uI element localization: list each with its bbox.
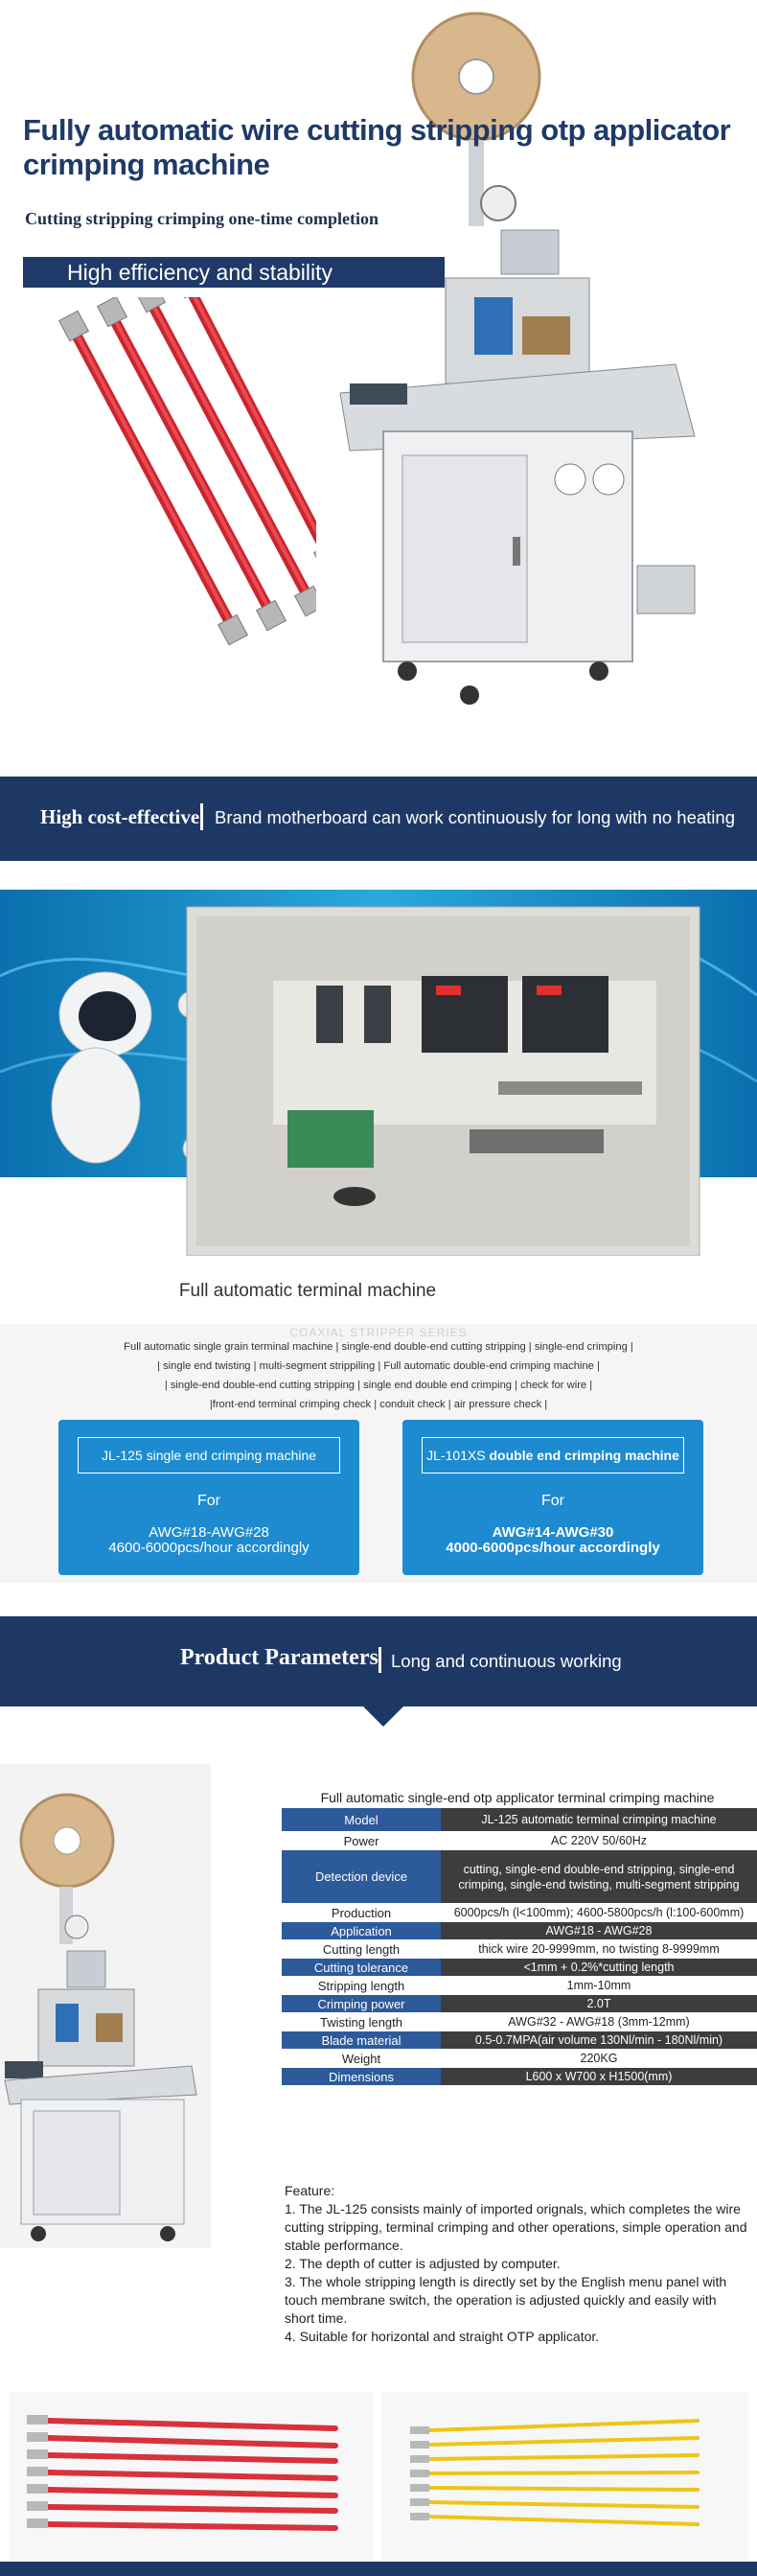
features-heading: Feature: (285, 2183, 335, 2198)
model-card-name-suffix: double end crimping machine (489, 1448, 679, 1463)
model-card-name-prefix: JL-101XS (426, 1448, 486, 1463)
hero-band: High efficiency and stability (23, 257, 445, 288)
banner-divider (200, 803, 203, 830)
spec-key: Model (282, 1808, 441, 1831)
feature-item: 3. The whole stripping length is directly set by the English menu panel with touch membrane switch, the operation is adjusted quickly and easily with short time. (285, 2274, 727, 2326)
model-card-name: JL-125 single end crimping machine (78, 1437, 340, 1474)
spec-key: Application (282, 1922, 441, 1939)
cost-banner-lead: High cost-effective (40, 805, 200, 828)
spec-value: 6000pcs/h (l<100mm); 4600-5800pcs/h (l:100-600mm) (441, 1904, 757, 1921)
feature-item: 2. The depth of cutter is adjusted by computer. (285, 2256, 561, 2271)
spec-value: thick wire 20-9999mm, no twisting 8-9999mm (441, 1940, 757, 1958)
spec-value: 220KG (441, 2050, 757, 2067)
control-board-section (0, 861, 757, 1256)
hero-subtitle: Cutting stripping crimping one-time completion (25, 209, 378, 228)
params-banner (0, 1616, 757, 1706)
spec-value: L600 x W700 x H1500(mm) (441, 2068, 757, 2085)
spec-value: cutting, single-end double-end stripping, single-end crimping, single-end twisting, multi-segment stripping (441, 1850, 757, 1903)
spec-row (282, 2013, 757, 2031)
control-board-image (0, 861, 757, 1256)
model-card-rate: 4600-6000pcs/hour accordingly (108, 1540, 310, 1556)
down-arrow-icon (362, 1706, 404, 1727)
spec-row (282, 1850, 757, 1904)
spec-key: Blade material (282, 2031, 441, 2049)
spec-row (282, 2068, 757, 2086)
series-line: | single end twisting | multi-segment strippiling | Full automatic double-end crimping machine | (157, 1360, 600, 1372)
spec-row (282, 2031, 757, 2050)
spec-row (282, 1995, 757, 2013)
hero-title: Fully automatic wire cutting stripping otp applicator crimping machine (23, 113, 731, 181)
spec-key: Weight (282, 2050, 441, 2067)
spec-key: Stripping length (282, 1977, 441, 1994)
spec-row (282, 1832, 757, 1850)
feature-item: 1. The JL-125 consists mainly of imported orignals, which completes the wire cutting stripping, terminal crimping and other operations, simple operation and stable performance. (285, 2201, 747, 2253)
model-card-awg: AWG#14-AWG#30 (492, 1524, 614, 1541)
spec-value: 0.5-0.7MPA(air volume 130Nl/min - 180Nl/min) (441, 2031, 757, 2049)
cost-banner (0, 777, 757, 861)
yellow-wire-sample-image (381, 2392, 747, 2560)
spec-value: <1mm + 0.2%*cutting length (441, 1959, 757, 1976)
spec-row (282, 2050, 757, 2068)
features-block (285, 2182, 748, 2346)
hero-machine-image (331, 0, 757, 738)
model-card-jl101xs[interactable] (402, 1420, 703, 1575)
spec-row (282, 1959, 757, 1977)
terminal-title-wrap (0, 1281, 757, 1302)
spec-key: Power (282, 1832, 441, 1849)
bottom-strip (0, 2562, 757, 2576)
cost-banner-text: Brand motherboard can work continuously for long with no heating (215, 807, 735, 827)
model-card-name (422, 1437, 684, 1474)
wire-samples-section (0, 2392, 757, 2564)
series-line: | single-end double-end cutting stripping | single end double end crimping | check for wire | (164, 1380, 593, 1391)
red-wire-sample-image (10, 2392, 374, 2560)
hero-section (0, 0, 757, 748)
hero-wires-image (38, 297, 316, 652)
spec-value: 1mm-10mm (441, 1977, 757, 1994)
spec-key: Cutting tolerance (282, 1959, 441, 1976)
spec-key: Detection device (282, 1850, 441, 1903)
series-line: Full automatic single grain terminal machine | single-end double-end cutting stripping | single-end crimping | (124, 1341, 633, 1353)
spec-key: Twisting length (282, 2013, 441, 2031)
spec-value: AWG#32 - AWG#18 (3mm-12mm) (441, 2013, 757, 2031)
model-card-rate: 4000-6000pcs/hour accordingly (446, 1540, 660, 1556)
spec-value: JL-125 automatic terminal crimping machine (441, 1808, 757, 1831)
model-card-for: For (197, 1493, 220, 1509)
spec-key: Crimping power (282, 1995, 441, 2012)
model-card-for: For (541, 1493, 564, 1509)
spec-value: AWG#18 - AWG#28 (441, 1922, 757, 1939)
spec-machine-image (0, 1764, 211, 2248)
spec-key: Cutting length (282, 1940, 441, 1958)
spec-value: 2.0T (441, 1995, 757, 2012)
spec-table (282, 1808, 757, 2086)
series-line: |front-end terminal crimping check | conduit check | air pressure check | (209, 1399, 548, 1410)
spec-key: Production (282, 1904, 441, 1921)
spec-row (282, 1940, 757, 1959)
spec-row (282, 1922, 757, 1940)
spec-title: Full automatic single-end otp applicator terminal crimping machine (320, 1790, 715, 1805)
banner-divider (378, 1647, 381, 1673)
spec-key: Dimensions (282, 2068, 441, 2085)
series-section (0, 1324, 757, 1583)
params-banner-text: Long and continuous working (391, 1651, 622, 1671)
spec-row (282, 1808, 757, 1832)
spec-row (282, 1977, 757, 1995)
model-card-awg: AWG#18-AWG#28 (149, 1524, 269, 1541)
params-banner-lead: Product Parameters (180, 1645, 378, 1670)
series-label: COAXIAL STRIPPER SERIES (289, 1326, 468, 1339)
model-card-jl125[interactable] (58, 1420, 359, 1575)
terminal-title: Full automatic terminal machine (178, 1281, 437, 1301)
spec-value: AC 220V 50/60Hz (441, 1832, 757, 1849)
feature-item: 4. Suitable for horizontal and straight OTP applicator. (285, 2329, 600, 2344)
spec-row (282, 1904, 757, 1922)
